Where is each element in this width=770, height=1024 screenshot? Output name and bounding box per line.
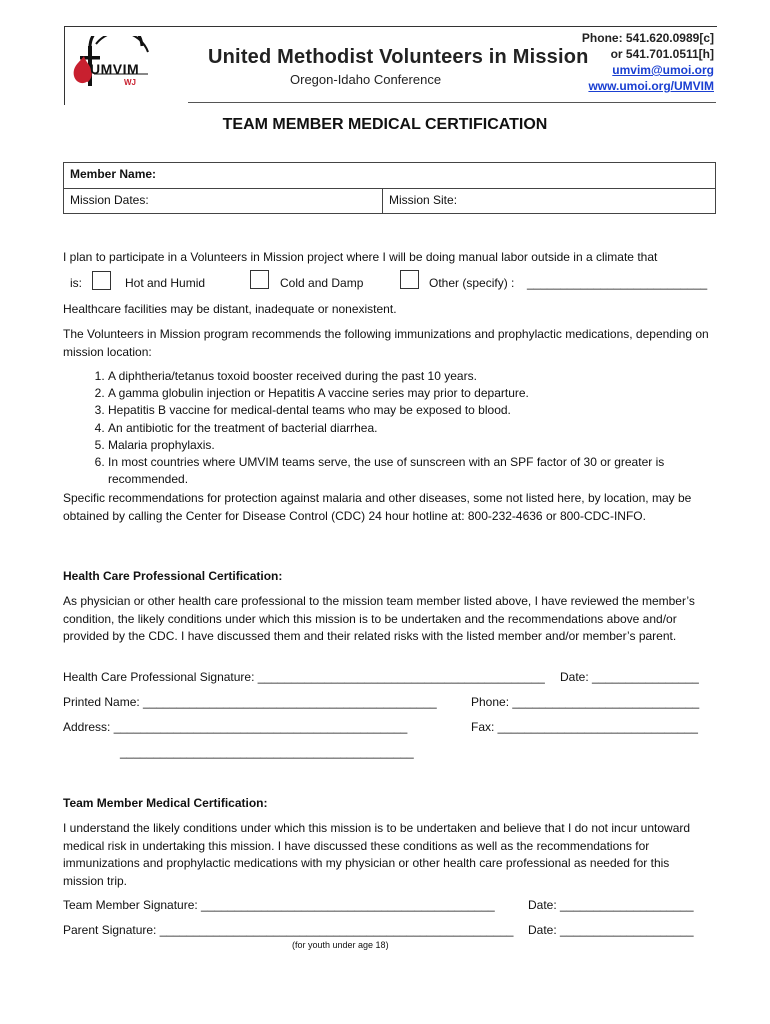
immunization-list — [63, 368, 713, 488]
healthcare-note: Healthcare facilities may be distant, inadequate or nonexistent. — [63, 302, 397, 316]
list-item: 1. A diphtheria/tetanus toxoid booster received during the past 10 years. — [108, 368, 713, 385]
other-checkbox[interactable] — [400, 270, 419, 289]
cdc-recommendation-text: Specific recommendations for protection against malaria and other diseases, some not listed here, by location, may be obtained by calling the Center for Disease Control (CDC) 24 hour hotline at: 800-232-4636 or 800-CDC-INFO. — [63, 491, 692, 523]
email-link[interactable]: umvim@umoi.org — [612, 63, 714, 77]
intro-line: I plan to participate in a Volunteers in Mission project where I will be doing manual labor outside in a climate that — [63, 250, 658, 264]
hcp-signature-field[interactable]: Health Care Professional Signature: ___________________________________________ — [63, 670, 545, 684]
member-name-field[interactable]: Member Name: — [70, 167, 157, 181]
hcp-statement: As physician or other health care professional to the mission team member listed above, I have reviewed the member’s condition, the likely conditions under which this mission is to be undertaken and the recommendations above and/or provided by the CDC. I have discussed them and their related risks with the listed member and/or member’s parent. — [63, 594, 695, 643]
parent-signature-field[interactable]: Parent Signature: _____________________________________________________ — [63, 923, 514, 937]
phone-line-2: or 541.701.0511[h] — [610, 47, 714, 61]
youth-note: (for youth under age 18) — [292, 940, 389, 950]
hcp-date-field[interactable]: Date: ________________ — [560, 670, 699, 684]
list-item: 6. In most countries where UMVIM teams serve, the use of sunscreen with an SPF factor of 30 or greater is recommended. — [108, 454, 713, 488]
logo-text: UMVIM — [90, 61, 140, 77]
website-link[interactable]: www.umoi.org/UMVIM — [588, 79, 714, 93]
list-item: 4. An antibiotic for the treatment of bacterial diarrhea. — [108, 420, 713, 437]
hot-humid-label: Hot and Humid — [125, 276, 206, 290]
other-specify-field[interactable]: ___________________________ — [527, 276, 708, 290]
recommendation-text: The Volunteers in Mission program recommends the following immunizations and prophylactic medications, depending on mission location: — [63, 327, 709, 359]
cold-damp-checkbox[interactable] — [250, 270, 269, 289]
address-field[interactable]: Address: ____________________________________________ — [63, 720, 408, 734]
cold-damp-label: Cold and Damp — [280, 276, 364, 290]
printed-name-field[interactable]: Printed Name: ____________________________________________ — [63, 695, 437, 709]
table-column-divider — [382, 188, 383, 214]
hcp-heading: Health Care Professional Certification: — [63, 569, 283, 583]
hcp-phone-field[interactable]: Phone: ____________________________ — [471, 695, 700, 709]
team-statement: I understand the likely conditions under which this mission is to be undertaken and believe that I do not incur untoward medical risk in undertaking this mission. I have discussed these conditions as well as the recommendations for immunizations and prophylactic medications with my physician or other health care professional as needed for this mission trip. — [63, 821, 691, 888]
mission-dates-field[interactable]: Mission Dates: — [70, 193, 149, 207]
org-name: United Methodist Volunteers in Mission — [208, 46, 589, 68]
fax-field[interactable]: Fax: ______________________________ — [471, 720, 698, 734]
phone-line-1: Phone: 541.620.0989[c] — [581, 31, 714, 45]
list-item: 3. Hepatitis B vaccine for medical-dental teams who may be exposed to blood. — [108, 402, 713, 419]
parent-date-field[interactable]: Date: ____________________ — [528, 923, 694, 937]
umvim-logo — [68, 36, 160, 92]
list-item: 5. Malaria prophylaxis. — [108, 437, 713, 454]
team-member-signature-field[interactable]: Team Member Signature: ____________________________________________ — [63, 898, 495, 912]
header-rule — [188, 102, 716, 103]
hot-humid-checkbox[interactable] — [92, 271, 111, 290]
climate-is-label: is: — [70, 276, 82, 290]
team-date-field[interactable]: Date: ____________________ — [528, 898, 694, 912]
team-heading: Team Member Medical Certification: — [63, 796, 268, 810]
other-label: Other (specify) : — [429, 276, 515, 290]
org-conference: Oregon-Idaho Conference — [290, 72, 442, 87]
list-item: 2. A gamma globulin injection or Hepatitis A vaccine series may prior to departure. — [108, 385, 713, 402]
address-line-2-field[interactable]: ____________________________________________ — [120, 745, 414, 759]
form-title: TEAM MEMBER MEDICAL CERTIFICATION — [222, 116, 548, 133]
logo-subtext: WJ — [124, 78, 136, 87]
mission-site-field[interactable]: Mission Site: — [389, 193, 458, 207]
contact-info — [582, 30, 714, 94]
table-row-divider — [63, 188, 716, 189]
